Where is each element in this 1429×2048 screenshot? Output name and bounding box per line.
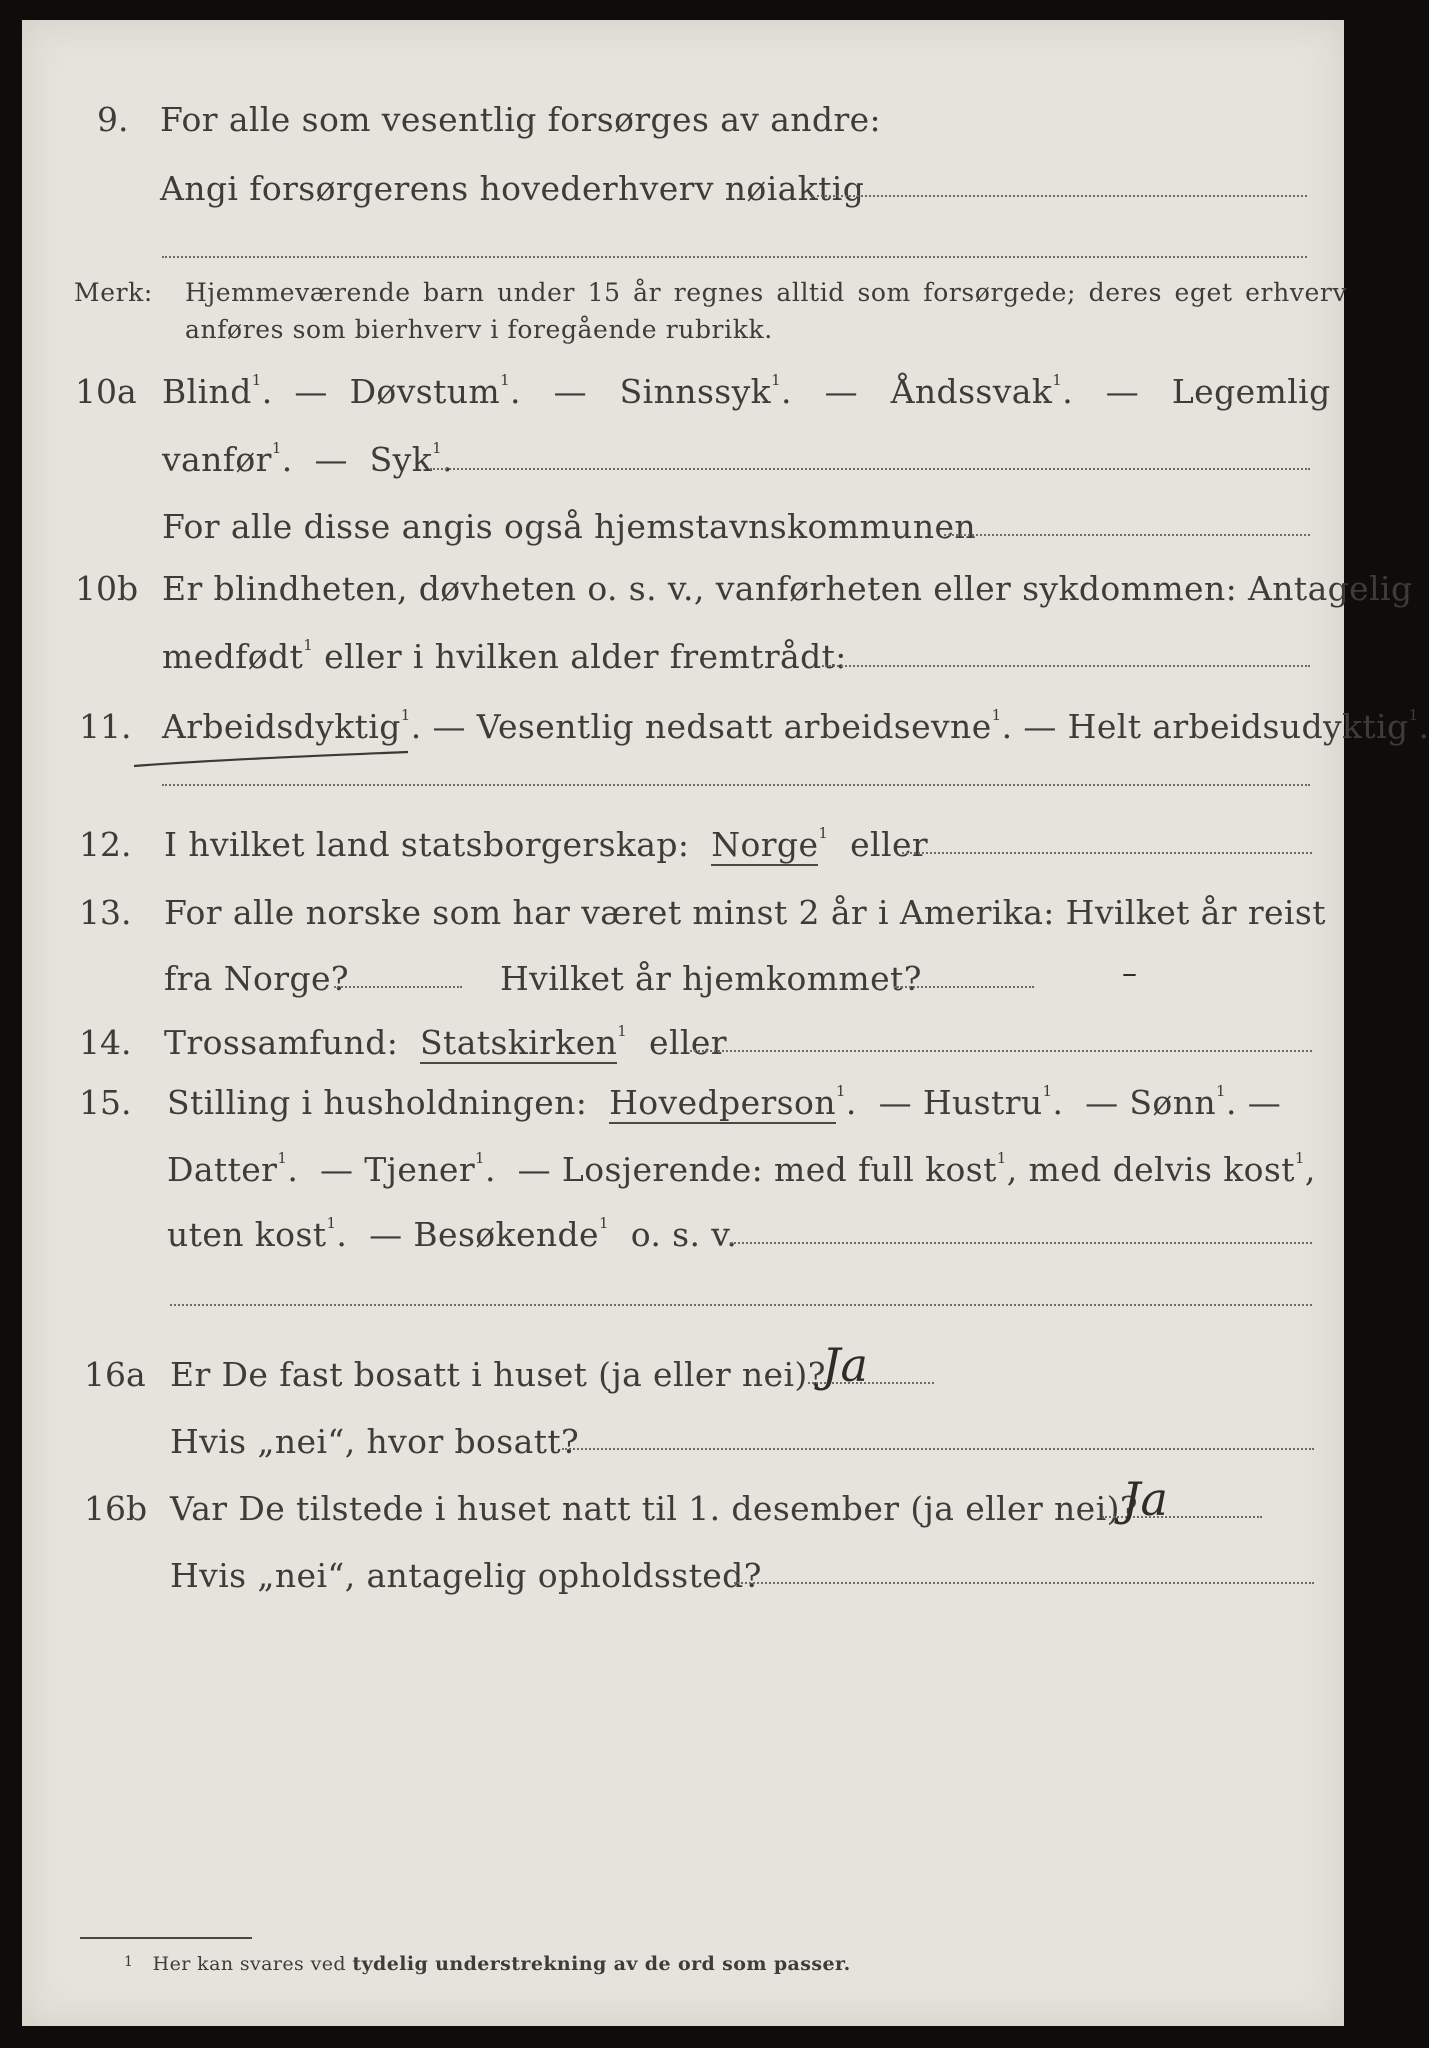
q15-losjerende: — Losjerende: med full kost: [517, 1150, 997, 1189]
q15-hustru: — Hustru: [878, 1083, 1043, 1122]
q16b-line2: Hvis „nei“, antagelig opholdssted?: [170, 1556, 762, 1595]
q9-answer-line[interactable]: [812, 195, 1307, 197]
q15-osv: o. s. v.: [630, 1215, 738, 1254]
q16a-line2: Hvis „nei“, hvor bosatt?: [170, 1422, 580, 1461]
q10a-line2: vanfør$^1$. — Syk$^1$.: [162, 439, 453, 479]
q10a-line3: For alle disse angis også hjemstavnskommunen: [162, 507, 977, 546]
q10a-andssvak: Åndssvak: [890, 372, 1053, 411]
q9-number: 9.: [97, 100, 129, 139]
q13-line2a: fra Norge?: [164, 959, 350, 998]
q11-vesentlig: — Vesentlig nedsatt arbeidsevne: [432, 707, 992, 746]
q16a-number: 16a: [84, 1355, 146, 1394]
footnote-rule: [80, 1937, 252, 1939]
q10a-syk: Syk: [369, 440, 433, 479]
q12-number: 12.: [79, 825, 132, 864]
q9-line1: For alle som vesentlig forsørges av andre:: [160, 100, 882, 139]
q10a-sinnssyk: Sinnssyk: [619, 372, 772, 411]
q12-suffix: eller: [850, 825, 929, 864]
merk-label: Merk:: [74, 278, 153, 307]
q10b-line2: medfødt$^1$ eller i hvilken alder fremtrådt:: [162, 636, 847, 676]
footnote-bold: tydelig understrekning av de ord som passer.: [352, 1953, 851, 1975]
q10a-blind: Blind: [162, 372, 252, 411]
q10a-vanfor: vanfør: [162, 440, 272, 479]
q14-line: Trossamfund: Statskirken$^1$ eller: [164, 1022, 727, 1062]
q12-line: I hvilket land statsborgerskap: Norge$^1$ eller: [164, 824, 929, 864]
q16a-bosatt-line[interactable]: [562, 1448, 1314, 1450]
q14-suffix: eller: [649, 1023, 727, 1062]
q10b-line2-rest: eller i hvilken alder fremtrådt:: [324, 637, 847, 676]
q13-number: 13.: [79, 893, 132, 932]
q10b-medfodt: medfødt: [162, 637, 304, 676]
q15-datter: Datter: [167, 1150, 278, 1189]
q9-extra-line[interactable]: [162, 256, 1307, 258]
q11-arbeidsdyktig: Arbeidsdyktig: [162, 707, 401, 746]
q10a-line1: Blind$^1$. — Døvstum$^1$. — Sinnssyk$^1$. — Åndssvak$^1$. — Legemlig: [162, 371, 1331, 411]
q10a-kommune-line[interactable]: [944, 534, 1310, 536]
q15-number: 15.: [79, 1083, 132, 1122]
q10a-dovstum: Døvstum: [349, 372, 501, 411]
merk-line2: anføres som bierhverv i foregående rubrikk.: [185, 315, 773, 344]
q15-uten: uten kost: [167, 1215, 327, 1254]
q12-answer-line[interactable]: [902, 852, 1312, 854]
merk-line1: Hjemmeværende barn under 15 år regnes alltid som forsørgede; deres eget erhverv: [185, 278, 1348, 307]
q13-line1: For alle norske som har været minst 2 år i Amerika: Hvilket år reist: [164, 893, 1326, 932]
q15-line3: uten kost$^1$. — Besøkende$^1$ o. s. v.: [167, 1214, 738, 1254]
q11-extra-line[interactable]: [162, 784, 1310, 786]
q15-besokende: — Besøkende: [369, 1215, 599, 1254]
q15-line1: Stilling i husholdningen: Hovedperson$^1$. — Hustru$^1$. — Sønn$^1$. —: [167, 1082, 1282, 1122]
census-form-page: [22, 20, 1429, 2026]
q14-statskirken: Statskirken: [420, 1023, 618, 1062]
q15-line2: Datter$^1$. — Tjener$^1$. — Losjerende: med full kost$^1$, med delvis kost$^1$,: [167, 1149, 1316, 1189]
q11-helt: — Helt arbeidsudyktig: [1023, 707, 1409, 746]
q11-underline-mark: [132, 740, 412, 770]
q14-number: 14.: [79, 1023, 132, 1062]
q12-norge: Norge: [711, 825, 819, 864]
q13-handwritten-dash: –: [1122, 956, 1137, 991]
q10b-line1: Er blindheten, døvheten o. s. v., vanførheten eller sykdommen: Antagelig: [162, 569, 1413, 608]
q9-line2: Angi forsørgerens hovederhverv nøiaktig: [160, 169, 865, 208]
q15-extra-line[interactable]: [170, 1304, 1312, 1306]
q10a-number: 10a: [75, 372, 137, 411]
q15-answer-line[interactable]: [730, 1242, 1312, 1244]
q16b-answer-handwritten: Ja: [1122, 1472, 1168, 1526]
q15-sonn: — Sønn: [1085, 1083, 1217, 1122]
footnote-plain: Her kan svares ved: [152, 1953, 346, 1975]
q15-hovedperson: Hovedperson: [609, 1083, 836, 1122]
q15-tjener: — Tjener: [319, 1150, 476, 1189]
q10b-answer-line[interactable]: [822, 665, 1310, 667]
footnote-text: [124, 1955, 851, 1974]
q16b-opholdssted-line[interactable]: [734, 1582, 1314, 1584]
q15-delvis: , med delvis kost: [1006, 1150, 1295, 1189]
q15-prefix: Stilling i husholdningen:: [167, 1083, 588, 1122]
q16b-number: 16b: [84, 1489, 148, 1528]
q13-hjemkommet-line[interactable]: [894, 986, 1034, 988]
q14-prefix: Trossamfund:: [164, 1023, 399, 1062]
q16b-line1: Var De tilstede i huset natt til 1. desember (ja eller nei)?: [170, 1489, 1138, 1528]
q11-line: Arbeidsdyktig$^1$. — Vesentlig nedsatt arbeidsevne$^1$. — Helt arbeidsudyktig$^1$.: [162, 706, 1429, 746]
q10a-answer-line[interactable]: [430, 468, 1310, 470]
q13-reist-line[interactable]: [334, 986, 462, 988]
q14-answer-line[interactable]: [690, 1050, 1312, 1052]
q16a-line1: Er De fast bosatt i huset (ja eller nei)?: [170, 1355, 826, 1394]
q10b-number: 10b: [75, 569, 139, 608]
q16a-answer-handwritten: Ja: [822, 1338, 868, 1392]
q11-number: 11.: [79, 707, 132, 746]
footnote-mark: 1: [124, 1954, 134, 1970]
q13-line2b: Hvilket år hjemkommet?: [500, 959, 922, 998]
q12-prefix: I hvilket land statsborgerskap:: [164, 825, 690, 864]
q10a-legemlig: Legemlig: [1171, 372, 1331, 411]
